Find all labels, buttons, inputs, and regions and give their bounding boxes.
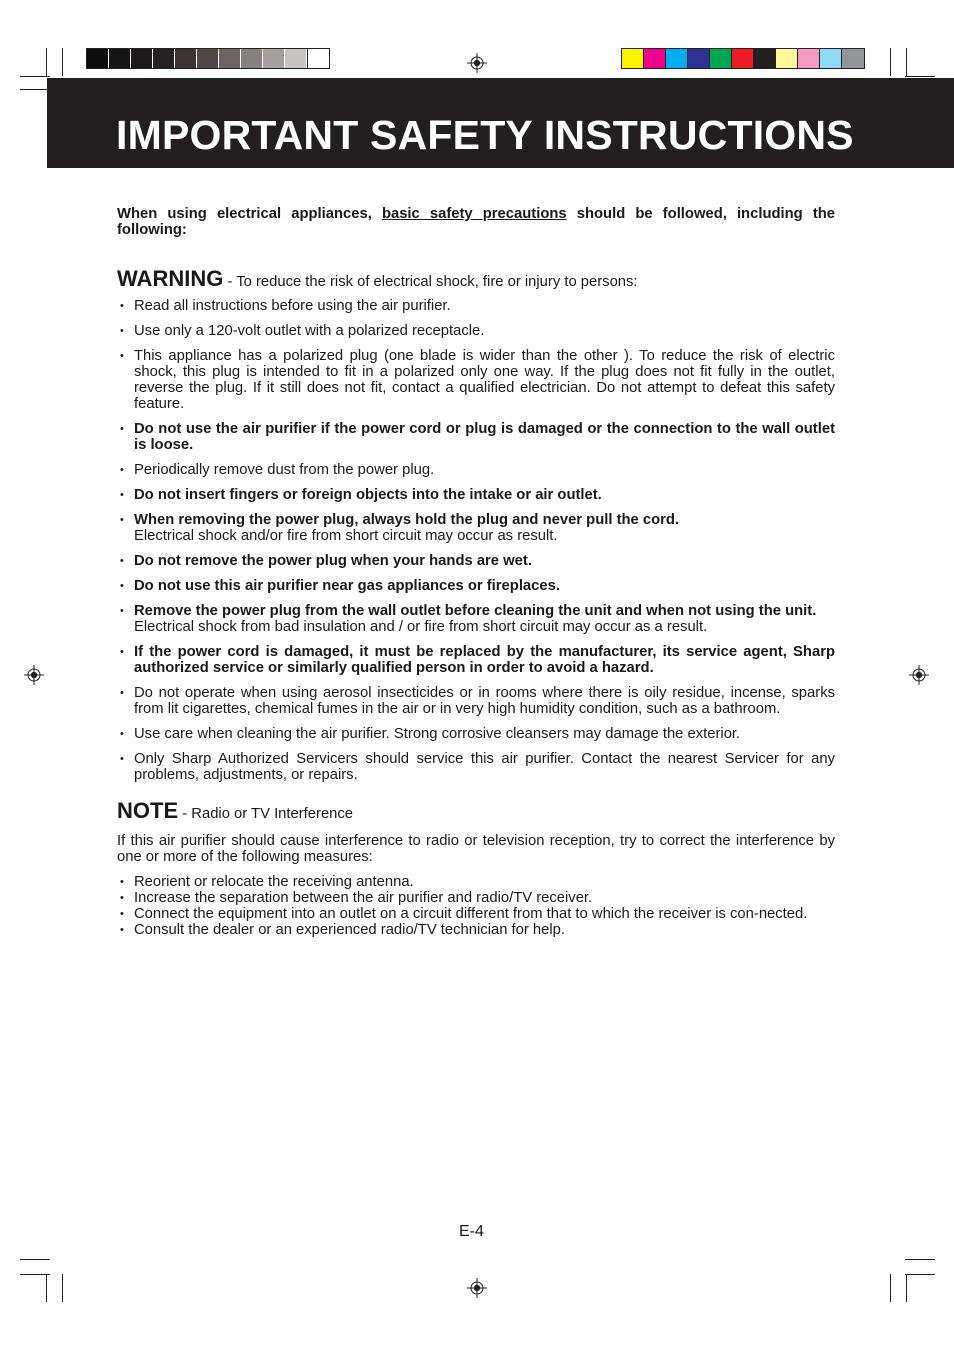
crop-mark: [890, 48, 891, 76]
warning-item-text: Use only a 120-volt outlet with a polarized receptacle.: [134, 323, 485, 339]
warning-item: [117, 685, 835, 717]
warning-item: [117, 751, 835, 783]
crop-mark: [906, 1274, 907, 1302]
warning-heading-line: [117, 267, 835, 291]
warning-item-text: Only Sharp Authorized Servicers should service this air purifier. Contact the nearest Servicer for any problems, adjustments, or repairs.: [134, 751, 835, 783]
color-swatch: [842, 49, 864, 68]
warning-subheading: - To reduce the risk of electrical shock, fire or injury to persons:: [223, 274, 638, 290]
gray-swatch: [307, 49, 329, 68]
warning-item-bold: Do not use the air purifier if the power cord or plug is damaged or the connection to the wall outlet is loose.: [134, 421, 835, 453]
safety-content: [117, 206, 835, 938]
intro-paragraph: [117, 206, 835, 238]
color-swatch: [666, 49, 688, 68]
color-swatch: [820, 49, 842, 68]
crop-mark: [905, 1259, 935, 1260]
gray-swatch: [109, 49, 131, 68]
crop-mark: [46, 48, 47, 76]
warning-item: [117, 512, 835, 544]
gray-swatch: [87, 49, 109, 68]
registration-mark-icon: [24, 665, 44, 685]
note-item: • Consult the dealer or an experienced radio/TV technician for help.: [117, 922, 835, 938]
intro-before: When using electrical appliances,: [117, 206, 382, 222]
color-swatch: [622, 49, 644, 68]
grayscale-bar: [86, 48, 330, 69]
warning-item: [117, 553, 835, 569]
warning-item-text: Read all instructions before using the air purifier.: [134, 298, 451, 314]
warning-item-bold: Do not use this air purifier near gas appliances or fireplaces.: [134, 578, 560, 594]
title-banner: [47, 78, 954, 168]
warning-list: [117, 298, 835, 783]
warning-item-text: Use care when cleaning the air purifier. Strong corrosive cleansers may damage the exterior.: [134, 726, 741, 742]
warning-heading: WARNING: [117, 266, 224, 291]
note-list: [117, 874, 835, 938]
warning-item-text: This appliance has a polarized plug (one blade is wider than the other ). To reduce the risk of electric shock, this plug is intended to fit in a polarized only one way. If the plug does not fit fully in the outlet, reverse the plug. If it still does not fit, contact a qualified electrician. Do not attempt to defeat this safety feature.: [134, 348, 835, 412]
warning-item: [117, 578, 835, 594]
note-item: • Reorient or relocate the receiving antenna.: [117, 874, 835, 890]
intro-after: should be followed, including the following:: [117, 206, 836, 238]
color-swatch: [776, 49, 798, 68]
note-subheading: - Radio or TV Interference: [178, 806, 354, 822]
gray-swatch: [285, 49, 307, 68]
warning-item: [117, 421, 835, 453]
crop-mark: [46, 1274, 47, 1302]
crop-mark: [62, 48, 63, 76]
gray-swatch: [131, 49, 153, 68]
crop-mark: [20, 89, 50, 90]
color-swatch: [688, 49, 710, 68]
registration-mark-icon: [909, 665, 929, 685]
crop-mark: [905, 76, 935, 77]
warning-item: [117, 323, 835, 339]
page-number: E-4: [459, 1223, 484, 1240]
warning-item: [117, 298, 835, 314]
gray-swatch: [263, 49, 285, 68]
note-item: • Increase the separation between the air purifier and radio/TV receiver.: [117, 890, 835, 906]
note-paragraph: If this air purifier should cause interference to radio or television reception, try to correct the interference by one or more of the following measures:: [117, 833, 835, 865]
warning-item-text: Electrical shock from bad insulation and / or fire from short circuit may occur as a result.: [134, 619, 708, 635]
warning-item: [117, 487, 835, 503]
registration-mark-icon: [467, 1278, 487, 1298]
color-swatch: [644, 49, 666, 68]
warning-item-bold: When removing the power plug, always hold the plug and never pull the cord.: [134, 512, 680, 528]
color-swatch: [710, 49, 732, 68]
warning-item-bold: Remove the power plug from the wall outlet before cleaning the unit and when not using the unit.: [134, 603, 817, 619]
warning-item-text: Electrical shock and/or fire from short circuit may occur as result.: [134, 528, 558, 544]
gray-swatch: [197, 49, 219, 68]
crop-mark: [20, 76, 50, 77]
crop-mark: [20, 1259, 50, 1260]
color-bar: [621, 48, 865, 69]
crop-mark: [62, 1274, 63, 1302]
gray-swatch: [241, 49, 263, 68]
gray-swatch: [175, 49, 197, 68]
color-swatch: [798, 49, 820, 68]
warning-item: [117, 462, 835, 478]
warning-item: [117, 644, 835, 676]
color-swatch: [732, 49, 754, 68]
warning-item-bold: If the power cord is damaged, it must be replaced by the manufacturer, its service agent, Sharp authorized service or similarly qualified person in order to avoid a hazard.: [134, 644, 835, 676]
warning-item: [117, 348, 835, 412]
warning-item-text: Periodically remove dust from the power plug.: [134, 462, 435, 478]
note-heading: NOTE: [117, 798, 179, 823]
crop-mark: [890, 1274, 891, 1302]
intro-emphasis: basic safety precautions: [381, 206, 567, 222]
warning-item: [117, 603, 835, 635]
note-heading-line: [117, 799, 835, 823]
gray-swatch: [219, 49, 241, 68]
warning-item: [117, 726, 835, 742]
page-title: IMPORTANT SAFETY INSTRUCTIONS: [116, 112, 854, 158]
note-item: • Connect the equipment into an outlet on a circuit different from that to which the receiver is con-nected.: [117, 906, 835, 922]
warning-item-bold: Do not insert fingers or foreign objects into the intake or air outlet.: [134, 487, 602, 503]
crop-mark: [906, 48, 907, 76]
warning-item-bold: Do not remove the power plug when your hands are wet.: [134, 553, 532, 569]
gray-swatch: [153, 49, 175, 68]
color-swatch: [754, 49, 776, 68]
crop-mark: [905, 1274, 935, 1275]
warning-item-text: Do not operate when using aerosol insecticides or in rooms where there is oily residue, incense, sparks from lit cigarettes, chemical fumes in the air or in very high humidity condition, such as a bathroom.: [134, 685, 835, 717]
registration-mark-icon: [467, 53, 487, 73]
